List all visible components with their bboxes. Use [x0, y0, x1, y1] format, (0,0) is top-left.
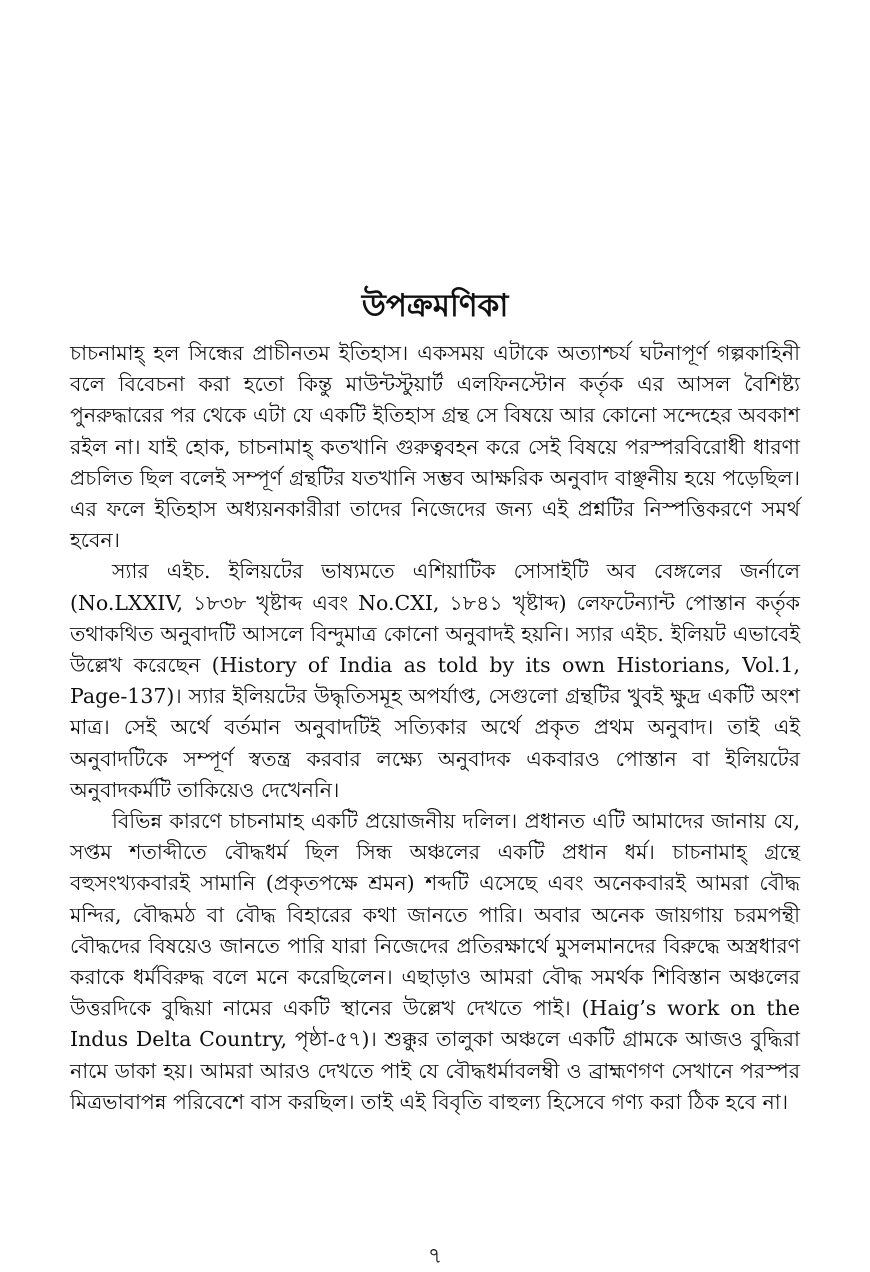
paragraph: চাচনামাহ্ হল সিন্ধের প্রাচীনতম ইতিহাস। একসময় এটাকে অত্যাশ্চর্য ঘটনাপূর্ণ গল্পকাহিনী বলে বিবেচনা করা হতো কিন্তু মাউন্টস্টুয়ার্ট এলফিনস্টোন কর্তৃক এর আসল বৈশিষ্ট্য পুনরুদ্ধারের পর থেকে এটা যে একটি ইতিহাস গ্রন্থ সে বিষয়ে আর কোনো সন্দেহের অবকাশ রইল না। যাই হোক, চাচনামাহ্ কতখানি গুরুত্ববহন করে সেই বিষয়ে পরস্পরবিরোধী ধারণা প্রচলিত ছিল বলেই সম্পূর্ণ গ্রন্থটির যতখানি সম্ভব আক্ষরিক অনুবাদ বাঞ্ছনীয় হয়ে পড়েছিল। এর ফলে ইতিহাস অধ্যয়নকারীরা তাদের নিজেদের জন্য এই প্রশ্নটির নিস্পত্তিকরণে সমর্থ হবেন।	[70, 341, 800, 553]
chapter-title: উপক্রমণিকা	[361, 288, 509, 324]
page-number: ৭	[427, 1244, 443, 1269]
paragraph: বিভিন্ন কারণে চাচনামাহ একটি প্রয়োজনীয় দলিল। প্রধানত এটি আমাদের জানায় যে, সপ্তম শতাব্দীতে বৌদ্ধধর্ম ছিল সিন্ধ অঞ্চলের একটি প্রধান ধর্ম। চাচনামাহ্ গ্রন্থে বহুসংখ্যকবারই সামানি (প্রকৃতপক্ষে শ্রমন) শব্দটি এসেছে এবং অনেকবারই আমরা বৌদ্ধ মন্দির, বৌদ্ধমঠ বা বৌদ্ধ বিহারের কথা জানতে পারি। অবার অনেক জায়গায় চরমপন্থী বৌদ্ধদের বিষয়েও জানতে পারি যারা নিজেদের প্রতিরক্ষার্থে মুসলমানদের বিরুদ্ধে অস্ত্রধারণ করাকে ধর্মবিরুদ্ধ বলে মনে করেছিলেন। এছাড়াও আমরা বৌদ্ধ সমর্থক শিবিস্তান অঞ্চলের উত্তরদিকে বুদ্ধিয়া নামের একটি স্থানের উল্লেখ দেখতে পাই। (Haig’s work on the Indus Delta Country, পৃষ্ঠা-৫৭)। শুক্কুর তালুকা অঞ্চলে একটি গ্রামকে আজও বুদ্ধিরা নামে ডাকা হয়। আমরা আরও দেখতে পাই যে বৌদ্ধধর্মাবলম্বী ও ব্রাহ্মণগণ সেখানে পরস্পর মিত্রভাবাপন্ন পরিবেশে বাস করছিল। তাই এই বিবৃতি বাহুল্য হিসেবে গণ্য করা ঠিক হবে না।	[70, 809, 800, 1114]
paragraph: স্যার এইচ. ইলিয়টের ভাষ্যমতে এশিয়াটিক সোসাইটি অব বেঙ্গলের জর্নালে (No.LXXIV, ১৮৩৮ খৃষ্টাব্দ এবং No.CXI, ১৮৪১ খৃষ্টাব্দ) লেফটেন্যান্ট পোস্তান কর্তৃক তথাকথিত অনুবাদটি আসলে বিন্দুমাত্র কোনো অনুবাদই হয়নি। স্যার এইচ. ইলিয়ট এভাবেই উল্লেখ করেছেন (History of India as told by its own Historians, Vol.1, Page-137)। স্যার ইলিয়টের উদ্ধৃতিসমূহ অপর্যাপ্ত, সেগুলো গ্রন্থটির খুবই ক্ষুদ্র একটি অংশ মাত্র। সেই অর্থে বর্তমান অনুবাদটিই সত্যিকার অর্থে প্রকৃত প্রথম অনুবাদ। তাই এই অনুবাদটিকে সম্পূর্ণ স্বতন্ত্র করবার লক্ষ্যে অনুবাদক একবারও পোস্তান বা ইলিয়টের অনুবাদকর্মটি তাকিয়েও দেখেননি।	[70, 559, 800, 802]
body-text	[70, 338, 800, 1118]
